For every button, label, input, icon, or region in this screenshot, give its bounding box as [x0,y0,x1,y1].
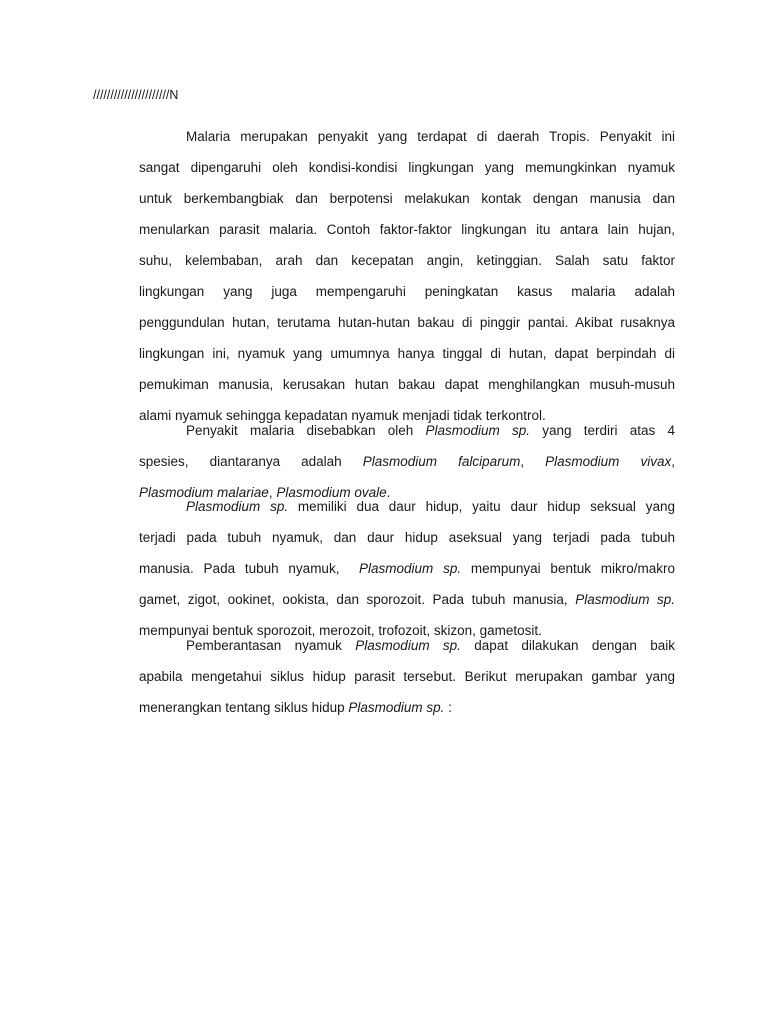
text-run: , [671,454,675,469]
text-run: , [520,454,546,469]
text-line: apabila mengetahui siklus hidup parasit tersebut. Berikut merupakan gambar yang [139,669,675,684]
species-name: Plasmodium sp. [425,423,531,438]
text-line [139,454,675,485]
text-line [139,700,675,731]
text-line: lingkungan yang juga mempengaruhi peningkatan kasus malaria adalah [139,284,675,299]
text-run: memiliki dua daur hidup, yaitu daur hidup seksual yang [288,499,675,514]
text-run: Pemberantasan nyamuk [186,638,356,653]
species-name: Plasmodium sp. [186,499,289,514]
text-line: untuk berkembangbiak dan berpotensi melakukan kontak dengan manusia dan [139,191,675,206]
text-run: menerangkan tentang siklus hidup [139,700,349,715]
text-run: spesies, diantaranya adalah [139,454,363,469]
text-run: . [386,485,391,500]
text-line: sangat dipengaruhi oleh kondisi-kondisi lingkungan yang memungkinkan nyamuk [139,160,675,175]
species-name: Plasmodium sp. [575,592,675,607]
species-name: Plasmodium malariae [139,485,269,500]
text-line: pemukiman manusia, kerusakan hutan bakau dapat menghilangkan musuh-musuh [139,377,675,392]
text-run: Penyakit malaria disebabkan oleh [186,423,426,438]
text-line [139,592,675,623]
paragraph-eradication [139,638,675,731]
species-name: Plasmodium sp. [348,700,445,715]
paragraph-life-cycle [139,499,675,638]
text-run: yang terdiri atas 4 [530,423,676,438]
text-line: alami nyamuk sehingga kepadatan nyamuk menjadi tidak terkontrol. [139,408,546,423]
text-line: menularkan parasit malaria. Contoh faktor-faktor lingkungan itu antara lain hujan, [139,222,675,237]
text-line [139,423,675,454]
text-line: suhu, kelembaban, arah dan kecepatan angin, ketinggian. Salah satu faktor [139,253,675,268]
text-line [139,485,675,500]
paragraph-malaria-intro [139,129,675,423]
text-line: lingkungan ini, nyamuk yang umumnya hanya tinggal di hutan, dapat berpindah di [139,346,675,361]
text-run: gamet, zigot, ookinet, ookista, dan sporozoit. Pada tubuh manusia, [139,592,576,607]
header-mark: //////////////////////N [93,88,179,102]
species-name: Plasmodium sp. [355,638,461,653]
text-line [139,499,675,530]
text-line: penggundulan hutan, terutama hutan-hutan bakau di pinggir pantai. Akibat rusaknya [139,315,675,330]
text-line [139,561,675,592]
text-run: , [268,485,277,500]
text-line: terjadi pada tubuh nyamuk, dan daur hidup aseksual yang terjadi pada tubuh [139,530,675,545]
text-run: : [444,700,452,715]
text-line: Malaria merupakan penyakit yang terdapat di daerah Tropis. Penyakit ini [186,129,675,144]
species-name: Plasmodium vivax [545,454,672,469]
species-name: Plasmodium sp. [359,561,462,576]
paragraph-plasmodium-species [139,423,675,500]
text-run: mempunyai bentuk mikro/makro [461,561,675,576]
text-run: dapat dilakukan dengan baik [460,638,675,653]
species-name: Plasmodium falciparum [362,454,521,469]
species-name: Plasmodium ovale [276,485,387,500]
text-run: manusia. Pada tubuh nyamuk, [139,561,360,576]
text-line: mempunyai bentuk sporozoit, merozoit, trofozoit, skizon, gametosit. [139,623,542,638]
text-line [139,638,675,669]
